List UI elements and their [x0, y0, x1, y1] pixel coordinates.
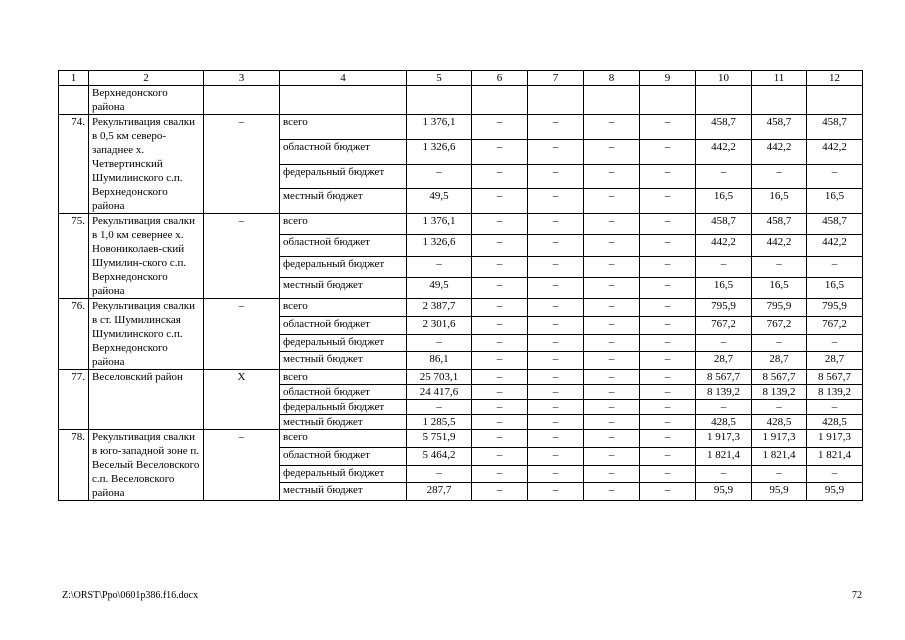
- value-cell: 8 139,2: [752, 385, 807, 400]
- value-cell: 49,5: [407, 277, 472, 298]
- value-cell: –: [584, 385, 640, 400]
- value-cell: –: [528, 316, 584, 334]
- funding-source: всего: [280, 214, 407, 235]
- value-cell: –: [584, 189, 640, 214]
- value-cell: 442,2: [696, 139, 752, 164]
- entry-col3: –: [204, 115, 280, 214]
- funding-source: федеральный бюджет: [280, 334, 407, 352]
- value-cell: –: [472, 316, 528, 334]
- value-cell: –: [528, 385, 584, 400]
- value-cell: 16,5: [696, 277, 752, 298]
- value-cell: 8 139,2: [807, 385, 863, 400]
- value-cell: –: [528, 256, 584, 277]
- value-cell: 795,9: [752, 299, 807, 317]
- value-cell: 95,9: [752, 483, 807, 501]
- value-cell: 24 417,6: [407, 385, 472, 400]
- funding-source: федеральный бюджет: [280, 465, 407, 483]
- value-cell: –: [584, 352, 640, 370]
- value-cell: –: [584, 447, 640, 465]
- value-cell: –: [407, 256, 472, 277]
- funding-source: областной бюджет: [280, 316, 407, 334]
- value-cell: –: [640, 447, 696, 465]
- funding-source: областной бюджет: [280, 447, 407, 465]
- value-cell: –: [584, 430, 640, 448]
- entry-number: 76.: [59, 299, 89, 370]
- value-cell: 28,7: [752, 352, 807, 370]
- value-cell: 1 326,6: [407, 235, 472, 256]
- value-cell: –: [696, 334, 752, 352]
- value-cell: –: [528, 115, 584, 140]
- value-cell: –: [584, 214, 640, 235]
- value-cell: 1 821,4: [752, 447, 807, 465]
- entry-number: 78.: [59, 430, 89, 501]
- column-number: 1: [59, 71, 89, 86]
- value-cell: –: [640, 400, 696, 415]
- funding-source: областной бюджет: [280, 139, 407, 164]
- column-number: 11: [752, 71, 807, 86]
- value-cell: 16,5: [807, 189, 863, 214]
- value-cell: –: [640, 235, 696, 256]
- value-cell: –: [472, 447, 528, 465]
- value-cell: –: [752, 164, 807, 189]
- value-cell: –: [472, 277, 528, 298]
- value-cell: –: [472, 164, 528, 189]
- value-cell: 442,2: [752, 235, 807, 256]
- value-cell: –: [584, 139, 640, 164]
- value-cell: –: [696, 400, 752, 415]
- value-cell: –: [807, 334, 863, 352]
- value-cell: –: [528, 465, 584, 483]
- value-cell: 1 326,6: [407, 139, 472, 164]
- value-cell: –: [584, 400, 640, 415]
- value-cell: 795,9: [696, 299, 752, 317]
- value-cell: –: [640, 415, 696, 430]
- funding-source: федеральный бюджет: [280, 400, 407, 415]
- value-cell: 458,7: [752, 115, 807, 140]
- value-cell: –: [472, 235, 528, 256]
- value-cell: 767,2: [696, 316, 752, 334]
- value-cell: 1 917,3: [696, 430, 752, 448]
- value-cell: –: [584, 316, 640, 334]
- column-number: 5: [407, 71, 472, 86]
- value-cell: 95,9: [807, 483, 863, 501]
- funding-source: всего: [280, 430, 407, 448]
- page-number: 72: [852, 590, 862, 601]
- value-cell: –: [640, 465, 696, 483]
- value-cell: –: [807, 400, 863, 415]
- value-cell: 795,9: [807, 299, 863, 317]
- value-cell: –: [640, 316, 696, 334]
- value-cell: –: [472, 299, 528, 317]
- value-cell: –: [528, 139, 584, 164]
- value-cell: 28,7: [696, 352, 752, 370]
- value-cell: –: [752, 256, 807, 277]
- entry-name: Рекультивация свалки в 0,5 км северо-западнее х. Четвертинский Шумилинского с.п. Верхнедонского района: [89, 115, 204, 214]
- funding-source: всего: [280, 299, 407, 317]
- value-cell: –: [584, 164, 640, 189]
- value-cell: 442,2: [807, 139, 863, 164]
- funding-source: местный бюджет: [280, 277, 407, 298]
- value-cell: –: [640, 334, 696, 352]
- value-cell: –: [528, 352, 584, 370]
- value-cell: –: [696, 465, 752, 483]
- value-cell: 428,5: [696, 415, 752, 430]
- value-cell: –: [584, 256, 640, 277]
- value-cell: –: [640, 139, 696, 164]
- column-number-row: [59, 71, 863, 86]
- entry-col3: Х: [204, 370, 280, 430]
- table-row: [59, 299, 863, 317]
- value-cell: –: [807, 465, 863, 483]
- column-number: 12: [807, 71, 863, 86]
- column-number: 10: [696, 71, 752, 86]
- value-cell: 8 567,7: [696, 370, 752, 385]
- value-cell: –: [640, 189, 696, 214]
- value-cell: –: [472, 334, 528, 352]
- value-cell: –: [472, 256, 528, 277]
- value-cell: 442,2: [807, 235, 863, 256]
- value-cell: –: [407, 400, 472, 415]
- continuation-name: Верхнедонского района: [89, 86, 204, 115]
- value-cell: 5 751,9: [407, 430, 472, 448]
- funding-source: федеральный бюджет: [280, 256, 407, 277]
- table-row: [59, 430, 863, 448]
- file-path: Z:\ORST\Ppo\0601p386.f16.docx: [62, 590, 199, 601]
- value-cell: 8 567,7: [807, 370, 863, 385]
- column-number: 2: [89, 71, 204, 86]
- table-row: [59, 370, 863, 385]
- value-cell: –: [584, 115, 640, 140]
- value-cell: 16,5: [807, 277, 863, 298]
- funding-source: областной бюджет: [280, 235, 407, 256]
- value-cell: 442,2: [696, 235, 752, 256]
- value-cell: –: [640, 385, 696, 400]
- column-number: 7: [528, 71, 584, 86]
- value-cell: –: [528, 483, 584, 501]
- value-cell: –: [472, 214, 528, 235]
- value-cell: 8 139,2: [696, 385, 752, 400]
- value-cell: –: [640, 277, 696, 298]
- value-cell: –: [528, 415, 584, 430]
- value-cell: –: [472, 115, 528, 140]
- value-cell: 2 301,6: [407, 316, 472, 334]
- value-cell: –: [528, 164, 584, 189]
- value-cell: –: [640, 214, 696, 235]
- entry-number: 77.: [59, 370, 89, 430]
- funding-source: всего: [280, 115, 407, 140]
- value-cell: –: [472, 189, 528, 214]
- funding-source: всего: [280, 370, 407, 385]
- value-cell: –: [407, 334, 472, 352]
- table-row: [59, 115, 863, 140]
- value-cell: 458,7: [752, 214, 807, 235]
- value-cell: –: [407, 465, 472, 483]
- value-cell: 767,2: [807, 316, 863, 334]
- value-cell: 287,7: [407, 483, 472, 501]
- value-cell: –: [752, 334, 807, 352]
- value-cell: –: [640, 352, 696, 370]
- value-cell: 1 285,5: [407, 415, 472, 430]
- value-cell: 458,7: [696, 214, 752, 235]
- funding-source: местный бюджет: [280, 352, 407, 370]
- value-cell: –: [528, 447, 584, 465]
- value-cell: –: [528, 370, 584, 385]
- value-cell: 442,2: [752, 139, 807, 164]
- value-cell: –: [472, 483, 528, 501]
- value-cell: 1 821,4: [696, 447, 752, 465]
- value-cell: –: [584, 415, 640, 430]
- value-cell: –: [640, 115, 696, 140]
- value-cell: 1 917,3: [807, 430, 863, 448]
- value-cell: 1 376,1: [407, 115, 472, 140]
- value-cell: 49,5: [407, 189, 472, 214]
- value-cell: –: [584, 235, 640, 256]
- value-cell: 25 703,1: [407, 370, 472, 385]
- column-number: 9: [640, 71, 696, 86]
- value-cell: –: [584, 277, 640, 298]
- value-cell: –: [752, 400, 807, 415]
- value-cell: –: [807, 256, 863, 277]
- value-cell: –: [640, 370, 696, 385]
- value-cell: –: [807, 164, 863, 189]
- value-cell: 5 464,2: [407, 447, 472, 465]
- value-cell: –: [472, 400, 528, 415]
- value-cell: 458,7: [696, 115, 752, 140]
- value-cell: 1 376,1: [407, 214, 472, 235]
- entry-col3: –: [204, 214, 280, 299]
- value-cell: –: [528, 400, 584, 415]
- column-number: 4: [280, 71, 407, 86]
- funding-source: местный бюджет: [280, 415, 407, 430]
- column-number: 8: [584, 71, 640, 86]
- value-cell: 8 567,7: [752, 370, 807, 385]
- column-number: 6: [472, 71, 528, 86]
- value-cell: –: [528, 299, 584, 317]
- value-cell: –: [407, 164, 472, 189]
- funding-source: местный бюджет: [280, 189, 407, 214]
- value-cell: –: [472, 415, 528, 430]
- value-cell: –: [472, 385, 528, 400]
- value-cell: –: [584, 334, 640, 352]
- value-cell: –: [640, 164, 696, 189]
- value-cell: 428,5: [807, 415, 863, 430]
- entry-name: Рекультивация свалки в юго-западной зоне п. Веселый Веселовского с.п. Веселовского района: [89, 430, 204, 501]
- funding-source: областной бюджет: [280, 385, 407, 400]
- value-cell: –: [640, 430, 696, 448]
- entry-col3: –: [204, 430, 280, 501]
- value-cell: –: [528, 189, 584, 214]
- value-cell: 458,7: [807, 214, 863, 235]
- value-cell: –: [472, 139, 528, 164]
- value-cell: –: [584, 483, 640, 501]
- entry-col3: –: [204, 299, 280, 370]
- value-cell: –: [528, 235, 584, 256]
- value-cell: 86,1: [407, 352, 472, 370]
- value-cell: –: [640, 256, 696, 277]
- funding-source: местный бюджет: [280, 483, 407, 501]
- value-cell: 1 917,3: [752, 430, 807, 448]
- value-cell: –: [696, 256, 752, 277]
- table-row: [59, 214, 863, 235]
- value-cell: 2 387,7: [407, 299, 472, 317]
- value-cell: 16,5: [752, 277, 807, 298]
- funding-source: федеральный бюджет: [280, 164, 407, 189]
- value-cell: –: [472, 465, 528, 483]
- value-cell: –: [528, 430, 584, 448]
- value-cell: –: [472, 370, 528, 385]
- value-cell: 95,9: [696, 483, 752, 501]
- value-cell: –: [640, 483, 696, 501]
- entry-name: Рекультивация свалки в ст. Шумилинская Шумилинского с.п. Верхнедонского района: [89, 299, 204, 370]
- entry-name: Рекультивация свалки в 1,0 км севернее х. Новониколаев-ский Шумилин-ского с.п. Верхнедонского района: [89, 214, 204, 299]
- value-cell: 458,7: [807, 115, 863, 140]
- value-cell: –: [528, 214, 584, 235]
- value-cell: –: [584, 370, 640, 385]
- value-cell: 767,2: [752, 316, 807, 334]
- continuation-row: [59, 86, 863, 115]
- value-cell: –: [696, 164, 752, 189]
- value-cell: 16,5: [752, 189, 807, 214]
- value-cell: 28,7: [807, 352, 863, 370]
- column-number: 3: [204, 71, 280, 86]
- value-cell: –: [528, 277, 584, 298]
- value-cell: –: [528, 334, 584, 352]
- entry-number: 74.: [59, 115, 89, 214]
- value-cell: –: [472, 430, 528, 448]
- entry-number: 75.: [59, 214, 89, 299]
- entry-name: Веселовский район: [89, 370, 204, 430]
- value-cell: 428,5: [752, 415, 807, 430]
- value-cell: –: [584, 299, 640, 317]
- value-cell: 16,5: [696, 189, 752, 214]
- value-cell: –: [640, 299, 696, 317]
- value-cell: 1 821,4: [807, 447, 863, 465]
- value-cell: –: [584, 465, 640, 483]
- budget-table: [58, 70, 863, 501]
- value-cell: –: [472, 352, 528, 370]
- value-cell: –: [752, 465, 807, 483]
